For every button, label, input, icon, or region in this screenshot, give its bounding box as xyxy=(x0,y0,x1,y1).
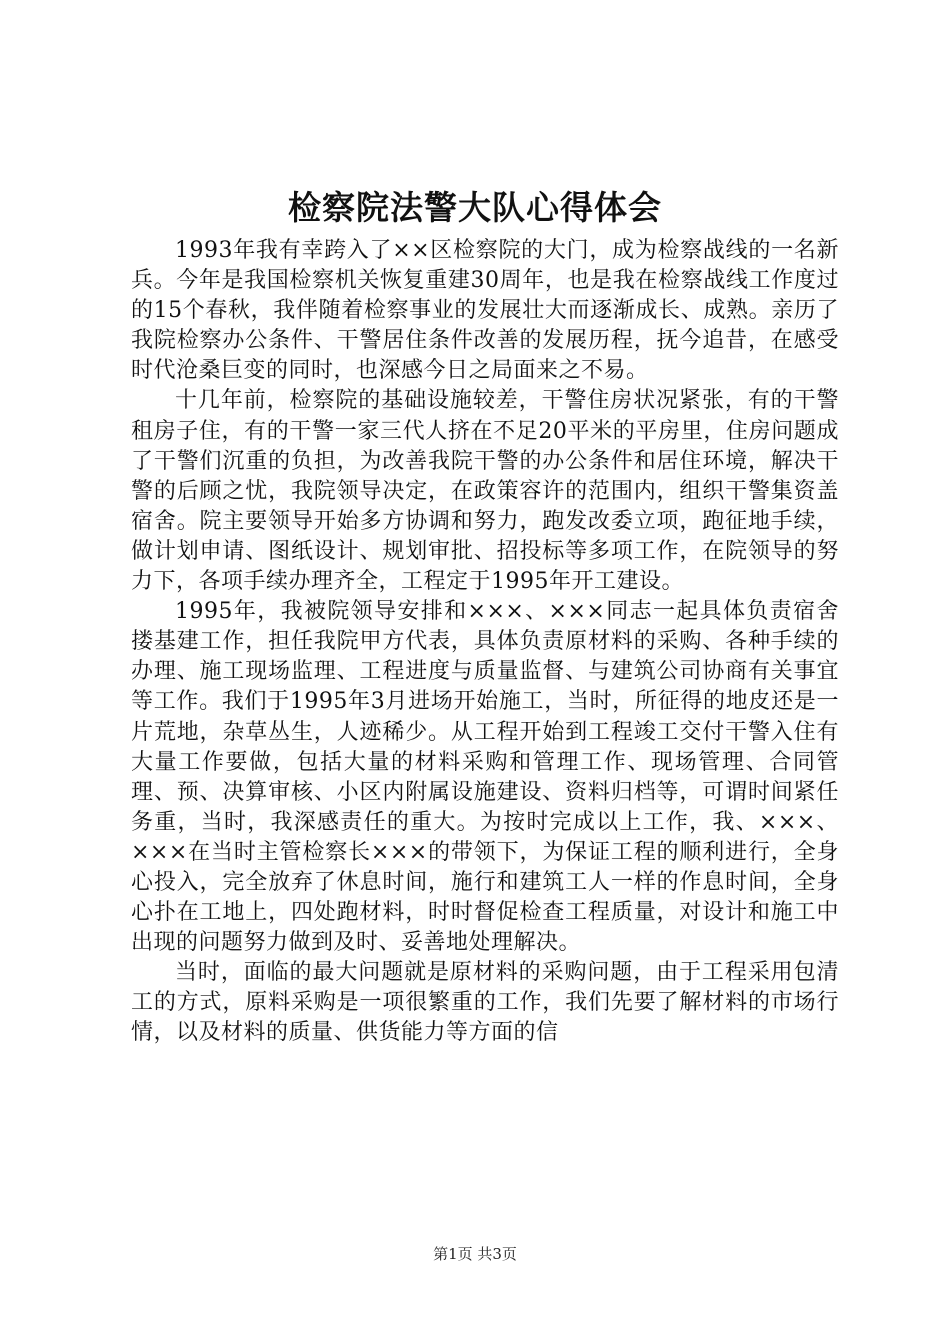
paragraph-1: 1993年我有幸跨入了××区检察院的大门，成为检察战线的一名新兵。今年是我国检察机关恢复重建30周年，也是我在检察战线工作度过的15个春秋，我伴随着检察事业的发展壮大而逐渐成长、成熟。亲历了我院检察办公条件、干警居住条件改善的发展历程，抚今追昔，在感受时代沧桑巨变的同时，也深感今日之局面来之不易。 xyxy=(131,238,839,384)
paragraph-2: 十几年前，检察院的基础设施较差，干警住房状况紧张，有的干警租房子住，有的干警一家三代人挤在不足20平米的平房里，住房问题成了干警们沉重的负担，为改善我院干警的办公条件和居住环境，解决干警的后顾之忧，我院领导决定，在政策容许的范围内，组织干警集资盖宿舍。院主要领导开始多方协调和努力，跑发改委立项，跑征地手续，做计划申请、图纸设计、规划审批、招投标等多项工作，在院领导的努力下，各项手续办理齐全，工程定于1995年开工建设。 xyxy=(131,388,839,595)
paragraph-4: 当时，面临的最大问题就是原材料的采购问题，由于工程采用包清工的方式，原料采购是一项很繁重的工作，我们先要了解材料的市场行情，以及材料的质量、供货能力等方面的信 xyxy=(131,960,839,1046)
page-number-footer: 第1页 共3页 xyxy=(433,1245,517,1263)
document-body xyxy=(131,236,839,1049)
document-title: 检察院法警大队心得体会 xyxy=(288,188,662,227)
paragraph-3: 1995年，我被院领导安排和×××、×××同志一起具体负责宿舍搂基建工作，担任我院甲方代表，具体负责原材料的采购、各种手续的办理、施工现场监理、工程进度与质量监督、与建筑公司协商有关事宜等工作。我们于1995年3月进场开始施工，当时，所征得的地皮还是一片荒地，杂草丛生，人迹稀少。从工程开始到工程竣工交付干警入住有大量工作要做，包括大量的材料采购和管理工作、现场管理、合同管理、预、决算审核、小区内附属设施建设、资料归档等，可谓时间紧任务重，当时，我深感责任的重大。为按时完成以上工作，我、×××、×××在当时主管检察长×××的带领下，为保证工程的顺利进行，全身心投入，完全放弃了休息时间，施行和建筑工人一样的作息时间，全身心扑在工地上，四处跑材料，时时督促检查工程质量，对设计和施工中出现的问题努力做到及时、妥善地处理解决。 xyxy=(131,599,839,956)
